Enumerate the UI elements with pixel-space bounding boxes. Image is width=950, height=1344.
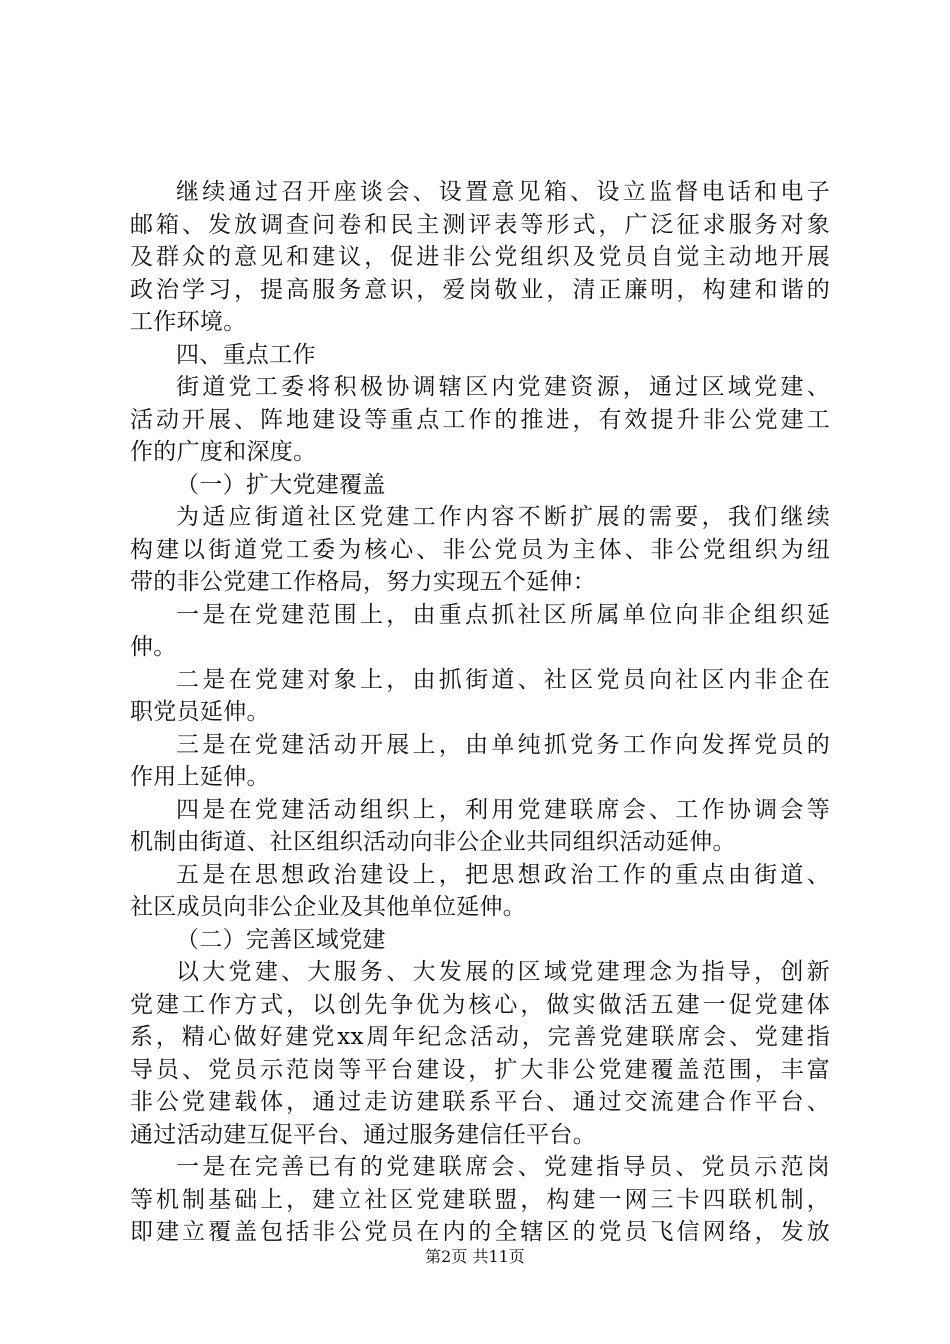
paragraph-line: 系，精心做好建党xx周年纪念活动，完善党建联席会、党建指 [130, 1024, 830, 1050]
paragraph-line: 非公党建载体，通过走访建联系平台、通过交流建合作平台、 [130, 1089, 830, 1115]
paragraph-line: 等机制基础上，建立社区党建联盟，构建一网三卡四联机制， [130, 1186, 830, 1213]
paragraph-line: 五是在思想政治建设上，把思想政治工作的重点由街道、 [176, 861, 830, 888]
paragraph-line: 邮箱、发放调查问卷和民主测评表等形式，广泛征求服务对象 [130, 211, 830, 238]
paragraph-line: 四是在党建活动组织上，利用党建联席会、工作协调会等 [176, 796, 830, 823]
paragraph-line: 政治学习，提高服务意识，爱岗敬业，清正廉明，构建和谐的 [130, 276, 830, 303]
paragraph-line: 工作环境。 [130, 309, 247, 335]
paragraph-line: 为适应街道社区党建工作内容不断扩展的需要，我们继续 [176, 504, 830, 530]
paragraph-line: 社区成员向非公企业及其他单位延伸。 [130, 894, 527, 920]
paragraph-line: 一是在党建范围上，由重点抓社区所属单位向非企组织延 [176, 601, 830, 628]
paragraph-line: 通过活动建互促平台、通过服务建信任平台。 [130, 1121, 596, 1148]
section-heading: 四、重点工作 [176, 341, 316, 368]
paragraph-line: 带的非公党建工作格局，努力实现五个延伸： [130, 569, 596, 595]
paragraph-line: 二是在党建对象上，由抓街道、社区党员向社区内非企在 [176, 666, 830, 693]
paragraph-line: 职党员延伸。 [130, 699, 270, 725]
paragraph-line: 活动开展、阵地建设等重点工作的推进，有效提升非公党建工 [130, 406, 830, 433]
paragraph-line: 党建工作方式，以创先争优为核心，做实做活五建一促党建体 [130, 991, 830, 1018]
paragraph-line: 导员、党员示范岗等平台建设，扩大非公党建覆盖范围，丰富 [130, 1056, 830, 1083]
paragraph-line: 三是在党建活动开展上，由单纯抓党务工作向发挥党员的 [176, 731, 830, 758]
page-number-footer: 第2页 共11页 [425, 1247, 525, 1266]
paragraph-line: 以大党建、大服务、大发展的区域党建理念为指导，创新 [176, 959, 830, 985]
paragraph-line: 及群众的意见和建议，促进非公党组织及党员自觉主动地开展 [130, 244, 830, 270]
paragraph-line: 构建以街道党工委为核心、非公党员为主体、非公党组织为纽 [130, 536, 830, 563]
subsection-heading: （一）扩大党建覆盖 [176, 471, 386, 498]
paragraph-line: 作用上延伸。 [130, 764, 270, 790]
document-body [130, 176, 830, 1249]
paragraph-line: 街道党工委将积极协调辖区内党建资源，通过区域党建、 [176, 374, 830, 400]
paragraph-line: 一是在完善已有的党建联席会、党建指导员、党员示范岗 [176, 1154, 830, 1180]
paragraph-line: 继续通过召开座谈会、设置意见箱、设立监督电话和电子 [176, 179, 830, 205]
paragraph-line: 作的广度和深度。 [130, 439, 317, 465]
paragraph-line: 伸。 [130, 634, 177, 660]
subsection-heading: （二）完善区域党建 [176, 926, 386, 953]
paragraph-line: 即建立覆盖包括非公党员在内的全辖区的党员飞信网络，发放 [130, 1219, 830, 1245]
paragraph-line: 机制由街道、社区组织活动向非公企业共同组织活动延伸。 [130, 829, 736, 855]
